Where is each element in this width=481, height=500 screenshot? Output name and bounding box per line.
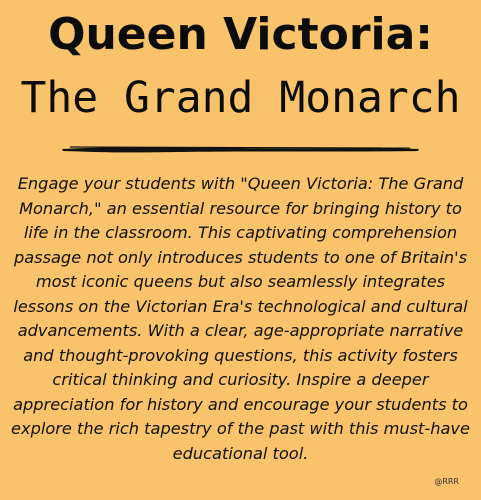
description-paragraph: Engage your students with "Queen Victoria: The Grand Monarch," an essential resource for bringing history to life in the classroom. This captivating comprehension passage not only introduces students to one of Britain's most iconic queens but also seamlessly integrates lessons on the Victorian Era's technological and cultural advancements. With a clear, age-appropriate narrative and thought-provoking questions, this activity fosters critical thinking and curiosity. Inspire a deeper appreciation for history and encourage your students to explore the rich tapestry of the past with this must-have educational tool. [11,174,470,463]
brush-stroke-divider [60,143,421,155]
credit-label: @RRR [434,477,459,486]
title-line-2: The Grand Monarch [20,73,461,123]
title-line-1: Queen Victoria: [48,9,433,60]
